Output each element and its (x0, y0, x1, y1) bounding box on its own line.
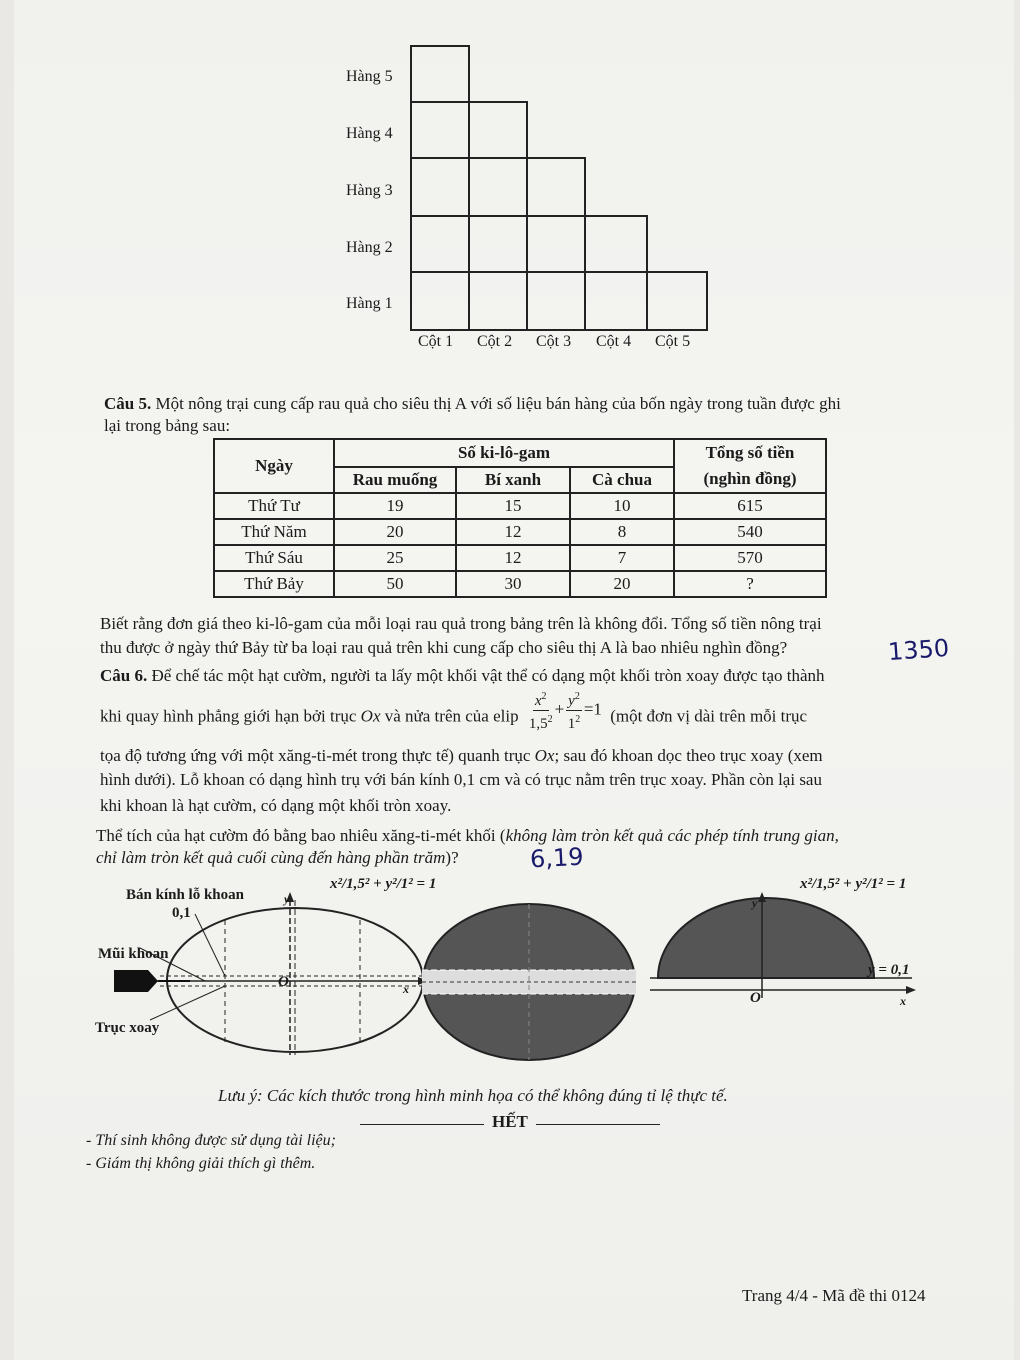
q6-line3-b: ; sau đó khoan dọc theo trục xoay (xem (554, 746, 823, 765)
footnote-2: - Giám thị không giải thích gì thêm. (86, 1155, 316, 1172)
q6-line1 (100, 664, 960, 688)
cell-bi-xanh: 12 (456, 519, 570, 545)
q6-handwritten-answer: 6,19 (529, 842, 585, 874)
header-kg: Số ki-lô-gam (334, 439, 674, 467)
q6-line5: khi khoan là hạt cườm, có dạng một khối tròn xoay. (100, 796, 452, 815)
label-drill-radius: Bán kính lỗ khoan (126, 887, 244, 903)
label-y-right: y (752, 896, 758, 910)
cell-ca-chua: 10 (570, 493, 674, 519)
header-rau-muong: Rau muống (334, 467, 456, 493)
q6-line7 (96, 846, 459, 870)
cell-ca-chua: 7 (570, 545, 674, 571)
cell-rau-muong: 25 (334, 545, 456, 571)
q6-line3-a: tọa độ tương ứng với một xăng-ti-mét trong thực tế) quanh trục (100, 746, 531, 765)
cell-bi-xanh: 30 (456, 571, 570, 597)
row-label-2: Hàng 2 (346, 239, 393, 256)
q6-line2-c: (một đơn vị dài trên mỗi trục (610, 706, 808, 726)
q6-line7-b: )? (445, 848, 459, 867)
end-text: HẾT (492, 1112, 528, 1131)
q5-label: Câu 5. (104, 394, 152, 413)
q6-line2-b: và nửa trên của elip (384, 706, 519, 726)
half-ellipse-diagram (650, 890, 930, 1000)
cell-rau-muong: 50 (334, 571, 456, 597)
ellipse-equation: $\frac{x^2}{1,5^2}$ + $\frac{y^2}{1^2}$ =1 (527, 688, 602, 733)
cell-rau-muong: 20 (334, 519, 456, 545)
cell-ca-chua: 8 (570, 519, 674, 545)
line-equation: y = 0,1 (868, 962, 910, 978)
table-row (214, 493, 826, 519)
header-bi-xanh: Bí xanh (456, 467, 570, 493)
q6-line1-text: Để chế tác một hạt cườm, người ta lấy một khối vật thể có dạng một khối tròn xoay được tạo thành (151, 666, 825, 685)
q6-line7-a: chỉ làm tròn kết quả cuối cùng đến hàng phần trăm (96, 848, 446, 867)
q6-ox-2: Ox (534, 746, 555, 765)
label-y-left: y (284, 892, 290, 906)
label-drill-radius-value: 0,1 (172, 905, 191, 921)
cell-rau-muong: 19 (334, 493, 456, 519)
label-rotation-axis: Trục xoay (95, 1020, 160, 1036)
q6-ox: Ox (360, 706, 381, 726)
cell-bi-xanh: 12 (456, 545, 570, 571)
cell-ca-chua: 20 (570, 571, 674, 597)
q5-question-line1: Biết rằng đơn giá theo ki-lô-gam của mỗi loại rau quả trong bảng trên là không đổi. Tổng số tiền nông trại (100, 614, 822, 633)
col-label-2: Cột 2 (477, 333, 513, 350)
q6-line2-a: khi quay hình phẳng giới hạn bởi trục (100, 706, 357, 726)
row-label-1: Hàng 1 (346, 295, 393, 312)
table-row (214, 519, 826, 545)
end-marker (360, 1112, 660, 1136)
label-x-left: x (403, 982, 409, 996)
cell-total: 615 (674, 493, 826, 519)
label-o-right: O (750, 990, 761, 1006)
figure-note: Lưu ý: Các kích thước trong hình minh họa có thể không đúng tỉ lệ thực tế. (218, 1086, 728, 1105)
header-total-line1: Tổng số tiền (705, 443, 795, 462)
row-label-5: Hàng 5 (346, 68, 393, 85)
header-total (674, 439, 826, 493)
label-o-left: O (278, 974, 289, 990)
ellipse-equation-right: x²/1,5² + y²/1² = 1 (800, 876, 907, 892)
table-row (214, 545, 826, 571)
cell-day: Thứ Năm (214, 519, 334, 545)
cell-day: Thứ Tư (214, 493, 334, 519)
q5-handwritten-answer: 1350 (887, 633, 950, 667)
cell-day: Thứ Sáu (214, 545, 334, 571)
cell-bi-xanh: 15 (456, 493, 570, 519)
q5-intro-line2: lại trong bảng sau: (104, 416, 231, 435)
q5-intro (104, 392, 954, 416)
sales-table (213, 438, 827, 598)
shaded-bead-diagram (418, 900, 640, 1065)
cell-total: 540 (674, 519, 826, 545)
q6-line6-a: Thể tích của hạt cườm đó bằng bao nhiêu xăng-ti-mét khối ( (96, 826, 506, 845)
row-label-4: Hàng 4 (346, 125, 393, 142)
page-number: Trang 4/4 - Mã đề thi 0124 (742, 1286, 926, 1305)
cell-total: 570 (674, 545, 826, 571)
footnote-1: - Thí sinh không được sử dụng tài liệu; (86, 1132, 336, 1149)
table-row (214, 571, 826, 597)
header-ca-chua: Cà chua (570, 467, 674, 493)
col-label-1: Cột 1 (418, 333, 454, 350)
label-drill-bit: Mũi khoan (98, 946, 169, 962)
q6-line4: hình dưới). Lỗ khoan có dạng hình trụ với bán kính 0,1 cm và có trục nằm trên trục xoay. Phần còn lại sau (100, 770, 822, 789)
ellipse-equation-left: x²/1,5² + y²/1² = 1 (330, 876, 437, 892)
q6-line3 (100, 744, 960, 768)
label-x-right: x (900, 994, 906, 1008)
cell-total: ? (674, 571, 826, 597)
q6-line6-b: không làm tròn kết quả các phép tính trung gian, (505, 826, 839, 845)
q6-line2 (100, 691, 960, 733)
row-label-3: Hàng 3 (346, 182, 393, 199)
q5-question-line2: thu được ở ngày thứ Bảy từ ba loại rau quả trên khi cung cấp cho siêu thị A là bao nhiêu nghìn đồng? (100, 638, 788, 657)
header-total-line2: (nghìn đồng) (703, 469, 797, 488)
q6-label: Câu 6. (100, 666, 148, 685)
col-label-3: Cột 3 (536, 333, 572, 350)
col-label-4: Cột 4 (596, 333, 632, 350)
cell-day: Thứ Bảy (214, 571, 334, 597)
q5-intro-line1: Một nông trại cung cấp rau quả cho siêu thị A với số liệu bán hàng của bốn ngày trong tuần được ghi (155, 394, 841, 413)
header-day: Ngày (214, 439, 334, 493)
col-label-5: Cột 5 (655, 333, 691, 350)
